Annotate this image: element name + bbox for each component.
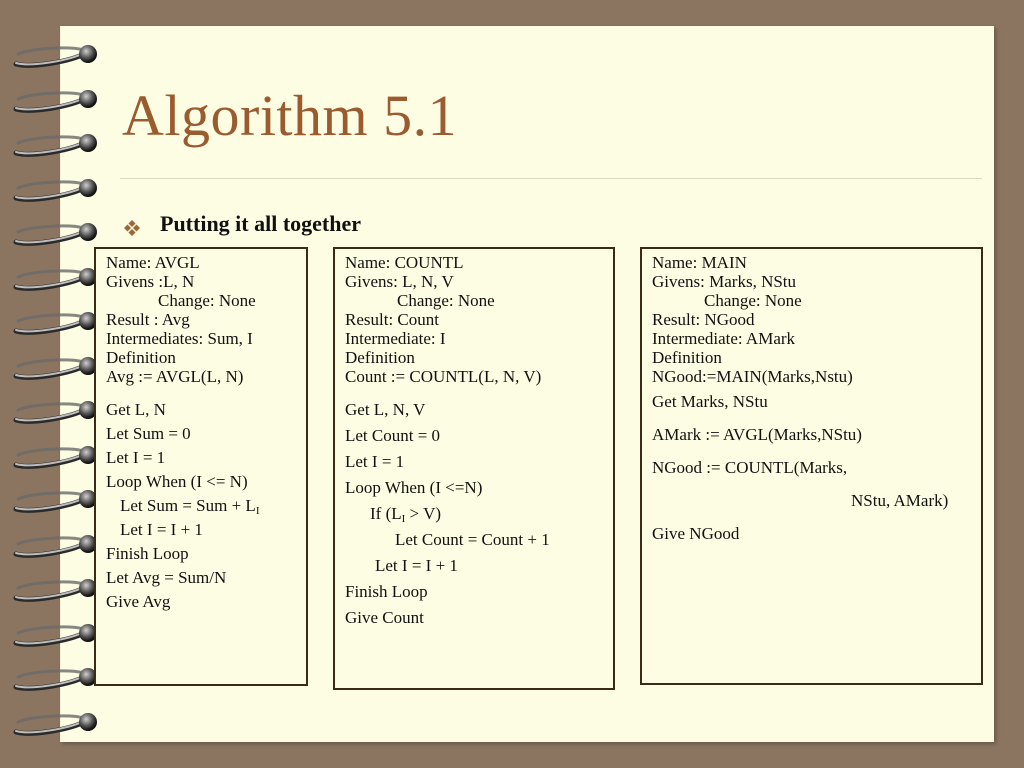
spiral-ring-icon (10, 174, 102, 204)
spiral-ring-icon (10, 218, 102, 248)
subscript: I (255, 505, 260, 517)
box-line: Finish Loop (345, 582, 428, 601)
box-line: Let Count = 0 (345, 426, 441, 445)
box-line: Givens :L, N (106, 272, 195, 291)
box-line: Give Avg (106, 592, 171, 611)
box-line: Give Count (345, 608, 424, 627)
box-line: Let I = 1 (106, 448, 166, 467)
box-line: Change: None (704, 291, 802, 310)
algorithm-box-countl (333, 247, 615, 690)
subscript: I (401, 513, 406, 525)
box-text: If (L (370, 504, 402, 523)
box-line: Let Avg = Sum/N (106, 568, 227, 587)
box-line: Let I = I + 1 (120, 520, 203, 539)
box-line: Loop When (I <=N) (345, 478, 483, 497)
box-line: NStu, AMark) (851, 491, 949, 510)
box-text: > V) (405, 504, 442, 523)
box-line: Result : Avg (106, 310, 190, 329)
box-line: Let Sum = 0 (106, 424, 191, 443)
box-line: Definition (345, 348, 415, 367)
box-line: Get L, N, V (345, 400, 426, 419)
title-divider (120, 178, 982, 179)
spiral-ring-icon (10, 352, 102, 382)
box-line: Get L, N (106, 400, 166, 419)
spiral-ring-icon (10, 708, 102, 738)
box-line: Name: COUNTL (345, 253, 464, 272)
spiral-ring-icon (10, 307, 102, 337)
diamond-bullet-icon (124, 216, 140, 232)
box-line: Let Count = Count + 1 (395, 530, 550, 549)
box-line: Finish Loop (106, 544, 189, 563)
spiral-ring-icon (10, 396, 102, 426)
spiral-ring-icon (10, 441, 102, 471)
spiral-ring-icon (10, 129, 102, 159)
spiral-ring-icon (10, 619, 102, 649)
spiral-ring-icon (10, 263, 102, 293)
spiral-ring-icon (10, 40, 102, 70)
box-line: Get Marks, NStu (652, 392, 768, 411)
box-line: Givens: Marks, NStu (652, 272, 797, 291)
box-line: Count := COUNTL(L, N, V) (345, 367, 542, 386)
page-title: Algorithm 5.1 (122, 83, 458, 148)
bullet-text: Putting it all together (160, 211, 362, 236)
box-line: Loop When (I <= N) (106, 472, 248, 491)
box-line: Change: None (397, 291, 495, 310)
box-line: Name: MAIN (652, 253, 747, 272)
box-line: Avg := AVGL(L, N) (106, 367, 244, 386)
bullet-point (124, 211, 361, 237)
box-line: Give NGood (652, 524, 740, 543)
box-line: NGood := COUNTL(Marks, (652, 458, 848, 477)
box-line: Intermediate: I (345, 329, 446, 348)
box-line: NGood:=MAIN(Marks,Nstu) (652, 367, 853, 386)
box-line: Intermediates: Sum, I (106, 329, 253, 348)
box-line (345, 504, 613, 523)
box-line: Let I = I + 1 (375, 556, 458, 575)
box-line: Change: None (158, 291, 256, 310)
box-line: Name: AVGL (106, 253, 200, 272)
algorithm-box-main (640, 247, 983, 685)
box-line (106, 496, 306, 515)
spiral-ring-icon (10, 530, 102, 560)
spiral-ring-icon (10, 574, 102, 604)
spiral-ring-icon (10, 485, 102, 515)
box-line: Definition (106, 348, 176, 367)
spiral-ring-icon (10, 663, 102, 693)
algorithm-box-avgl (94, 247, 308, 686)
spiral-ring-icon (10, 85, 102, 115)
box-line: Definition (652, 348, 722, 367)
box-line: Givens: L, N, V (345, 272, 454, 291)
box-line: Intermediate: AMark (652, 329, 796, 348)
box-text: Let Sum = Sum + L (120, 496, 256, 515)
box-line: Let I = 1 (345, 452, 405, 471)
box-line: Result: NGood (652, 310, 755, 329)
box-line: AMark := AVGL(Marks,NStu) (652, 425, 862, 444)
box-line: Result: Count (345, 310, 439, 329)
